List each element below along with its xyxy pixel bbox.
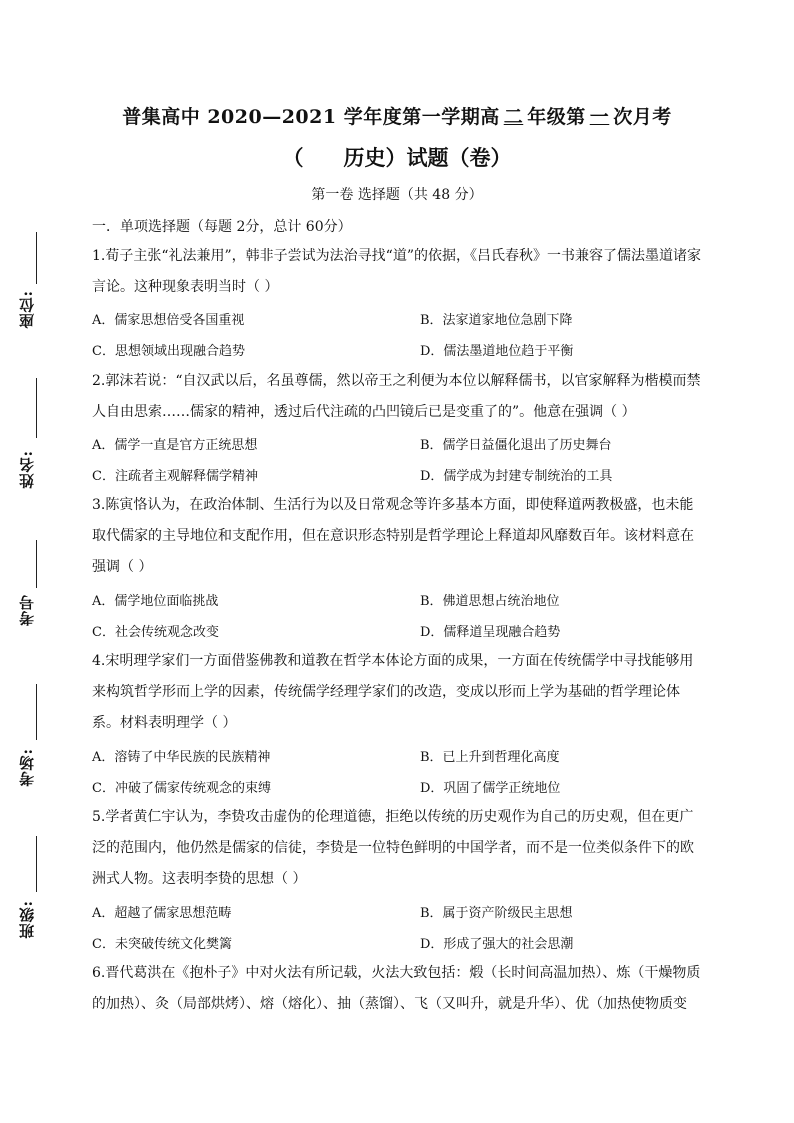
- question-4-option-a[interactable]: A．溶铸了中华民族的民族精神: [92, 750, 271, 765]
- question-4-option-b[interactable]: B．已上升到哲理化高度: [420, 750, 560, 765]
- exam-number-line: [36, 540, 37, 588]
- class-line: [36, 836, 37, 892]
- ordinal-blank: 一: [589, 106, 610, 128]
- subject: 历史: [343, 145, 386, 170]
- part-heading: 一．单项选择题（每题 2分，总计 60分）: [92, 219, 352, 235]
- question-3-option-d[interactable]: D．儒释道呈现融合趋势: [420, 625, 561, 640]
- title-mid: 年级第: [527, 106, 586, 128]
- question-1-stem: 1.荀子主张“礼法兼用”，韩非子尝试为法治寻找“道”的依据，《吕氏春秋》一书兼容了儒法墨道诸家言论。这种现象表明当时（ ）: [92, 248, 701, 295]
- question-5-options: [92, 902, 702, 964]
- exam-title: [0, 102, 794, 129]
- question-1-option-a[interactable]: A．儒家思想倍受各国重视: [92, 313, 245, 328]
- question-2-option-c[interactable]: C．注疏者主观解释儒学精神: [92, 469, 258, 484]
- question-4-option-c[interactable]: C．冲破了儒家传统观念的束缚: [92, 781, 271, 796]
- section-heading: 第一卷 选择题（共 48 分）: [311, 187, 483, 203]
- class-label: 班级:: [18, 900, 36, 939]
- question-4-option-d[interactable]: D．巩固了儒学正统地位: [420, 781, 561, 796]
- question-2-option-b[interactable]: B．儒学日益僵化退出了历史舞台: [420, 438, 612, 453]
- question-1-option-b[interactable]: B．法家道家地位急剧下降: [420, 313, 573, 328]
- seat-label: 座位:: [18, 290, 36, 329]
- subtitle-open: （: [282, 145, 304, 170]
- question-6-stem: 6.晋代葛洪在《抱朴子》中对火法有所记载，火法大致包括：煅（长时间高温加热）、炼（干燥物质的加热）、灸（局部烘烤）、熔（熔化）、抽（蒸馏）、飞（又叫升，就是升华）、优（加热使物质变: [92, 965, 701, 1012]
- title-prefix: 普集高中 2020—2021 学年度第一学期高: [122, 106, 500, 128]
- question-2-option-d[interactable]: D．儒学成为封建专制统治的工具: [420, 469, 613, 484]
- question-2-options: [92, 434, 702, 496]
- question-5-option-d[interactable]: D．形成了强大的社会思潮: [420, 937, 574, 952]
- name-label: 姓名:: [18, 450, 36, 489]
- grade-blank: 二: [503, 106, 524, 128]
- question-1-options: [92, 309, 702, 371]
- exam-room-label: 考场:: [18, 748, 36, 787]
- question-4-options: [92, 746, 702, 808]
- exam-number-label: 考号: [18, 594, 36, 626]
- question-3-option-a[interactable]: A．儒学地位面临挑战: [92, 594, 219, 609]
- question-5-stem: 5.学者黄仁宇认为，李贽攻击虚伪的伦理道德，拒绝以传统的历史观作为自己的历史观，但在更广泛的范围内，他仍然是儒家的信徒，李贽是一位特色鲜明的中国学者，而不是一位类似条件下的欧洲式人物。这表明李贽的思想（ ）: [92, 809, 694, 887]
- seat-line: [36, 232, 37, 284]
- question-3-options: [92, 590, 702, 652]
- question-1-option-c[interactable]: C．思想领域出现融合趋势: [92, 344, 245, 359]
- exam-room-line: [36, 684, 37, 740]
- question-3-stem: 3.陈寅恪认为，在政治体制、生活行为以及日常观念等许多基本方面，即使释道两教极盛，也未能取代儒家的主导地位和支配作用，但在意识形态特别是哲学理论上释道却风靡数百年。该材料意在强调（ ）: [92, 497, 694, 575]
- name-line: [36, 378, 37, 438]
- question-3-option-c[interactable]: C．社会传统观念改变: [92, 625, 219, 640]
- question-3-option-b[interactable]: B．佛道思想占统治地位: [420, 594, 560, 609]
- question-2-stem: 2.郭沫若说：“自汉武以后，名虽尊儒，然以帝王之利便为本位以解释儒书，以官家解释为楷模而禁人自由思索……儒家的精神，透过后代注疏的凸凹镜后已是变重了的”。他意在强调（ ）: [92, 373, 701, 420]
- question-4-stem: 4.宋明理学家们一方面借鉴佛教和道教在哲学本体论方面的成果，一方面在传统儒学中寻找能够用来构筑哲学形而上学的因素，传统儒学经理学家们的改造，变成以形而上学为基础的哲学理论体系。材料表明理学（ ）: [92, 653, 694, 731]
- exam-subtitle: [0, 142, 794, 172]
- question-5-option-a[interactable]: A．超越了儒家思想范畴: [92, 906, 232, 921]
- question-1-option-d[interactable]: D．儒法墨道地位趋于平衡: [420, 344, 574, 359]
- subtitle-close: ）试题（卷）: [385, 145, 512, 170]
- title-suffix: 次月考: [613, 106, 672, 128]
- question-5-option-c[interactable]: C．未突破传统文化樊篱: [92, 937, 232, 952]
- question-5-option-b[interactable]: B．属于资产阶级民主思想: [420, 906, 573, 921]
- question-2-option-a[interactable]: A．儒学一直是官方正统思想: [92, 438, 258, 453]
